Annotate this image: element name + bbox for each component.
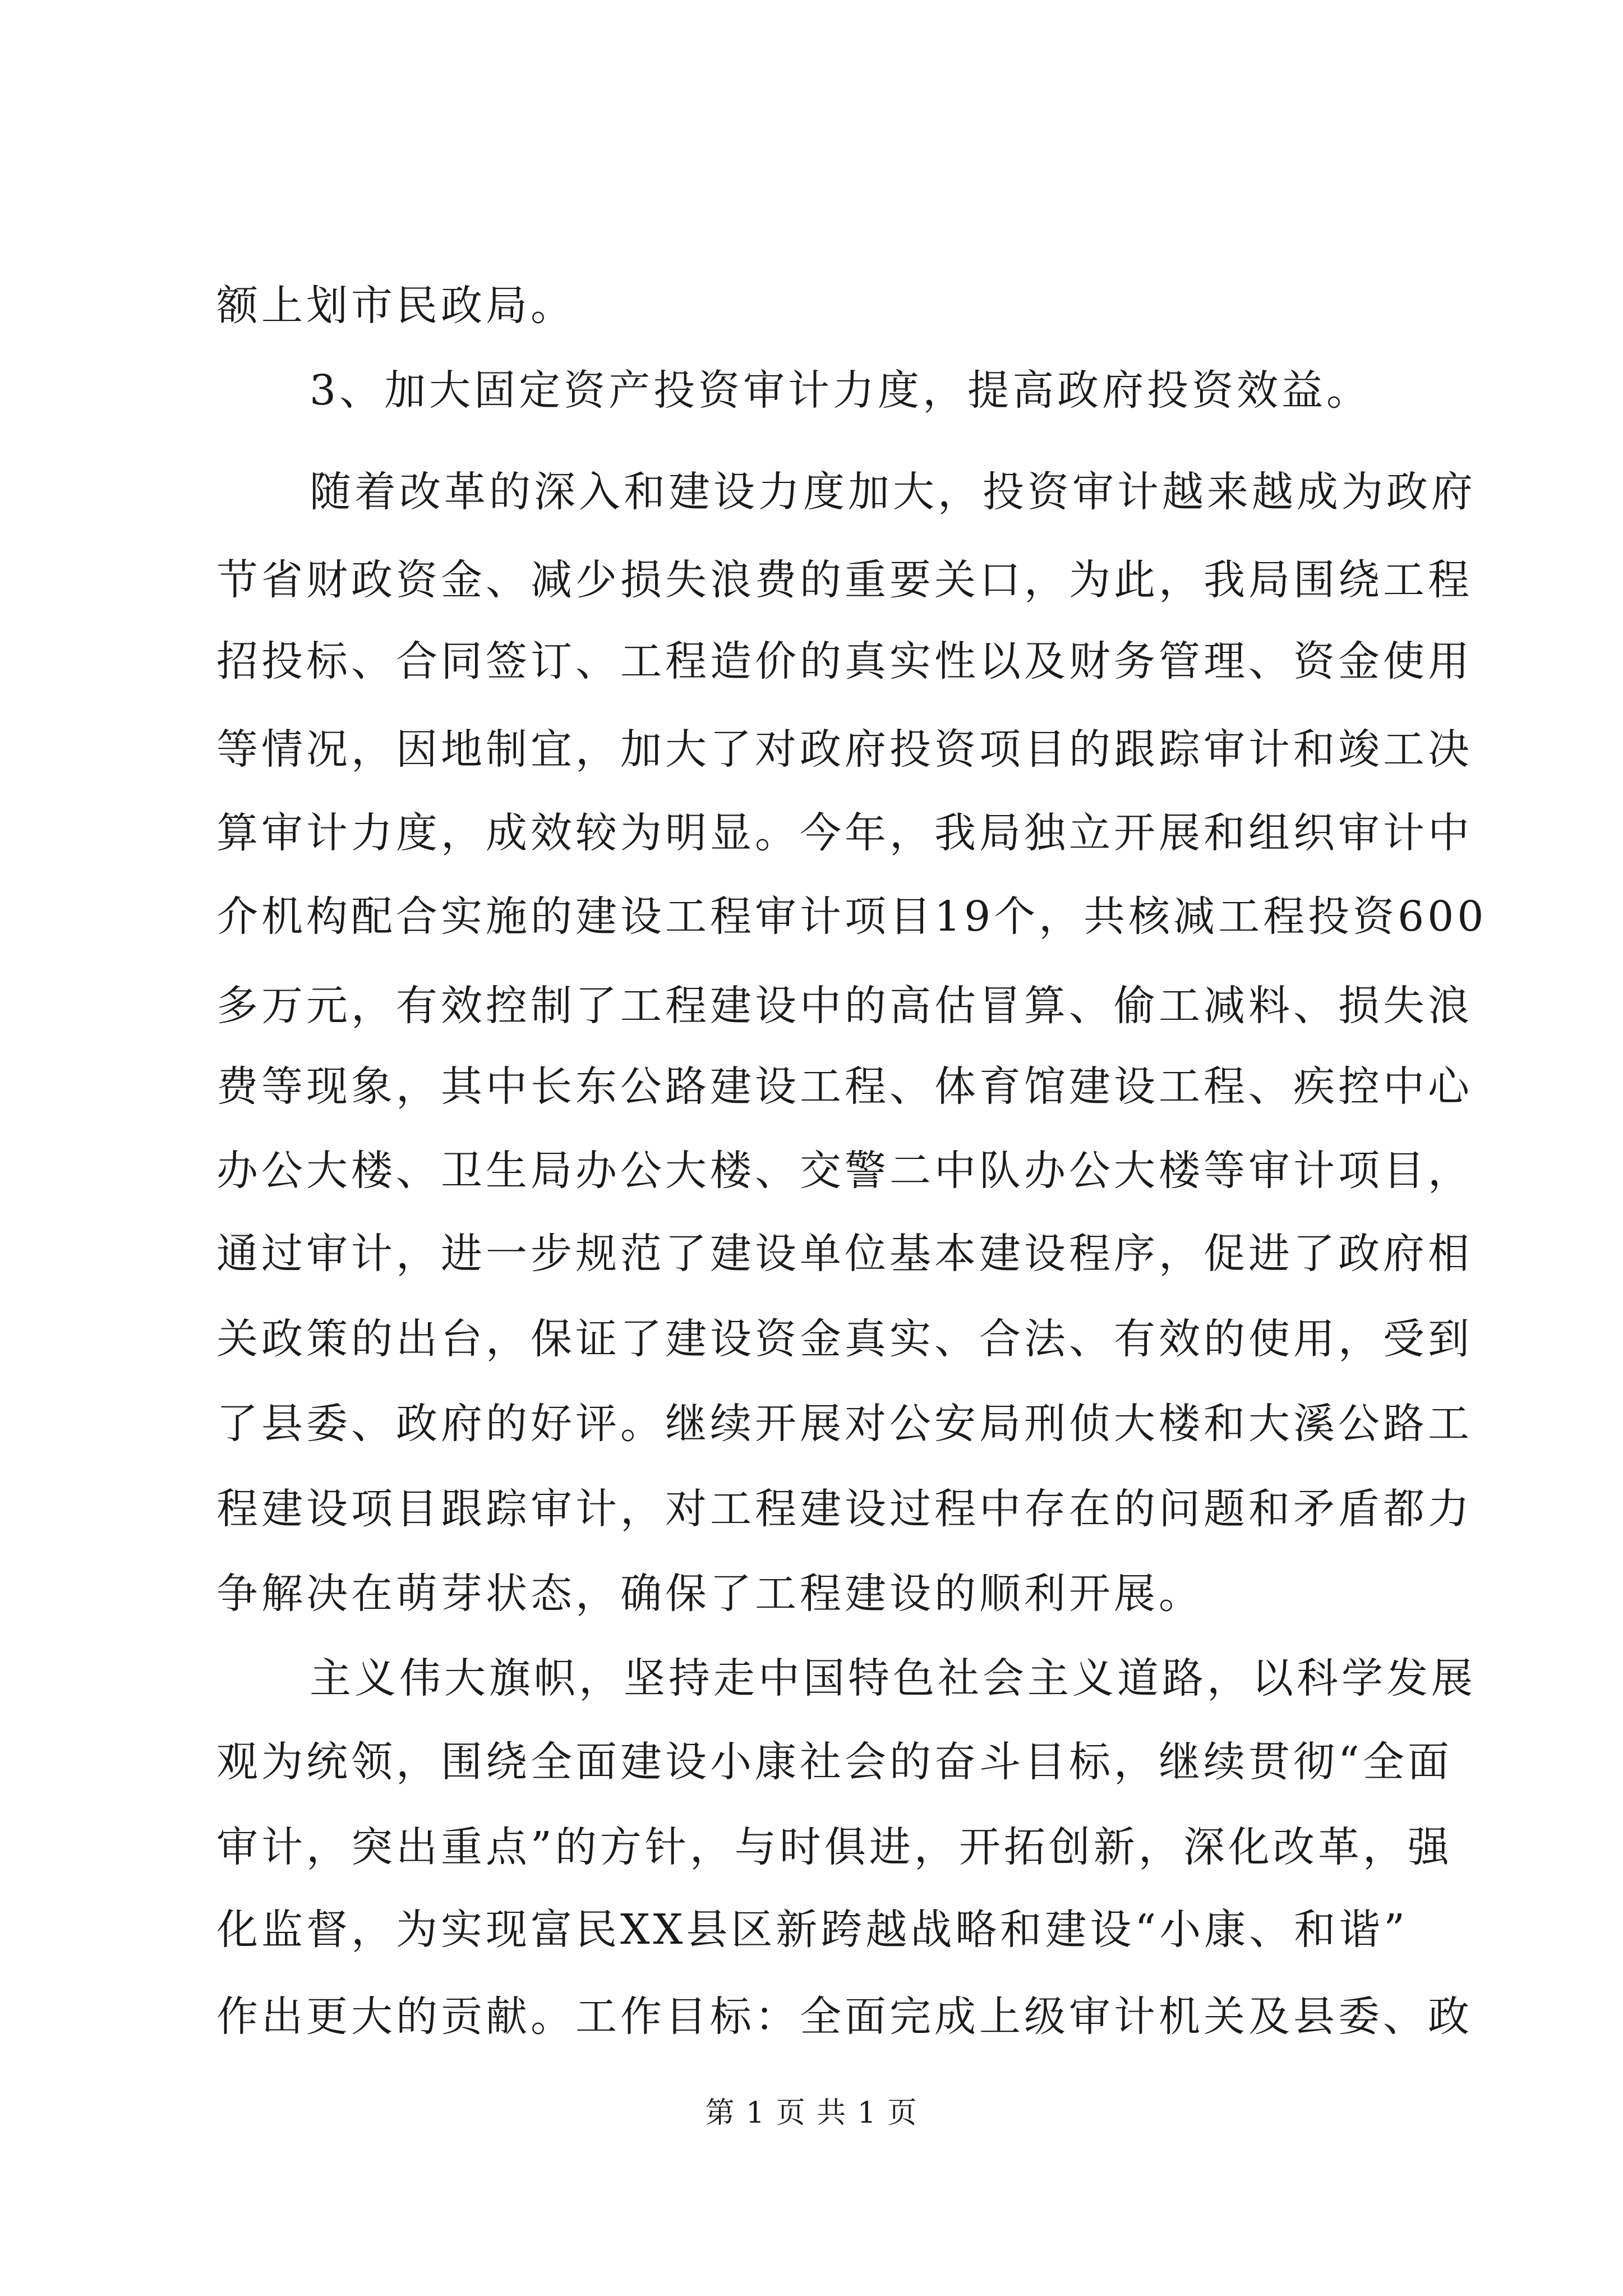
paragraph-1-line-5: 算审计力度，成效较为明显。今年，我局独立开展和组织审计中 [216,809,1473,857]
paragraph-2-line-3: 审计，突出重点”的方针，与时俱进，开拓创新，深化改革，强 [216,1823,1453,1871]
paragraph-1-line-13: 程建设项目跟踪审计，对工程建设过程中存在的问题和矛盾都力 [216,1485,1473,1533]
paragraph-1-line-6: 介机构配合实施的建设工程审计项目19个，共核减工程投资600 [216,892,1487,941]
paragraph-1-line-1: 随着改革的深入和建设力度加大，投资审计越来越成为政府 [310,468,1476,516]
paragraph-1-line-2: 节省财政资金、减少损失浪费的重要关口，为此，我局围绕工程 [216,556,1473,604]
paragraph-2-line-1: 主义伟大旗帜，坚持走中国特色社会主义道路，以科学发展 [310,1654,1476,1703]
paragraph-2-line-4: 化监督，为实现富民XX县区新跨越战略和建设“小康、和谐” [216,1906,1409,1954]
page-footer: 第 1 页 共 1 页 [705,2096,918,2130]
paragraph-1-line-9: 办公大楼、卫生局办公大楼、交警二中队办公大楼等审计项目， [216,1147,1473,1195]
paragraph-1-line-4: 等情况，因地制宜，加大了对政府投资项目的跟踪审计和竣工决 [216,725,1473,774]
text-line-1: 额上划市民政局。 [216,282,575,330]
section-heading-3: 3、加大固定资产投资审计力度，提高政府投资效益。 [310,366,1372,415]
paragraph-2-line-2: 观为统领，围绕全面建设小康社会的奋斗目标，继续贯彻“全面 [216,1738,1453,1786]
paragraph-2-line-5: 作出更大的贡献。工作目标：全面完成上级审计机关及县委、政 [216,1993,1473,2041]
paragraph-1-line-7: 多万元，有效控制了工程建设中的高估冒算、偷工减料、损失浪 [216,982,1473,1030]
paragraph-1-line-10: 通过审计，进一步规范了建设单位基本建设程序，促进了政府相 [216,1230,1473,1278]
paragraph-1-line-8: 费等现象，其中长东公路建设工程、体育馆建设工程、疾控中心 [216,1062,1473,1111]
paragraph-1-line-12: 了县委、政府的好评。继续开展对公安局刑侦大楼和大溪公路工 [216,1400,1473,1448]
paragraph-1-line-14: 争解决在萌芽状态，确保了工程建设的顺利开展。 [216,1570,1204,1618]
paragraph-1-line-3: 招投标、合同签订、工程造价的真实性以及财务管理、资金使用 [216,637,1473,685]
paragraph-1-line-11: 关政策的出台，保证了建设资金真实、合法、有效的使用，受到 [216,1315,1473,1363]
